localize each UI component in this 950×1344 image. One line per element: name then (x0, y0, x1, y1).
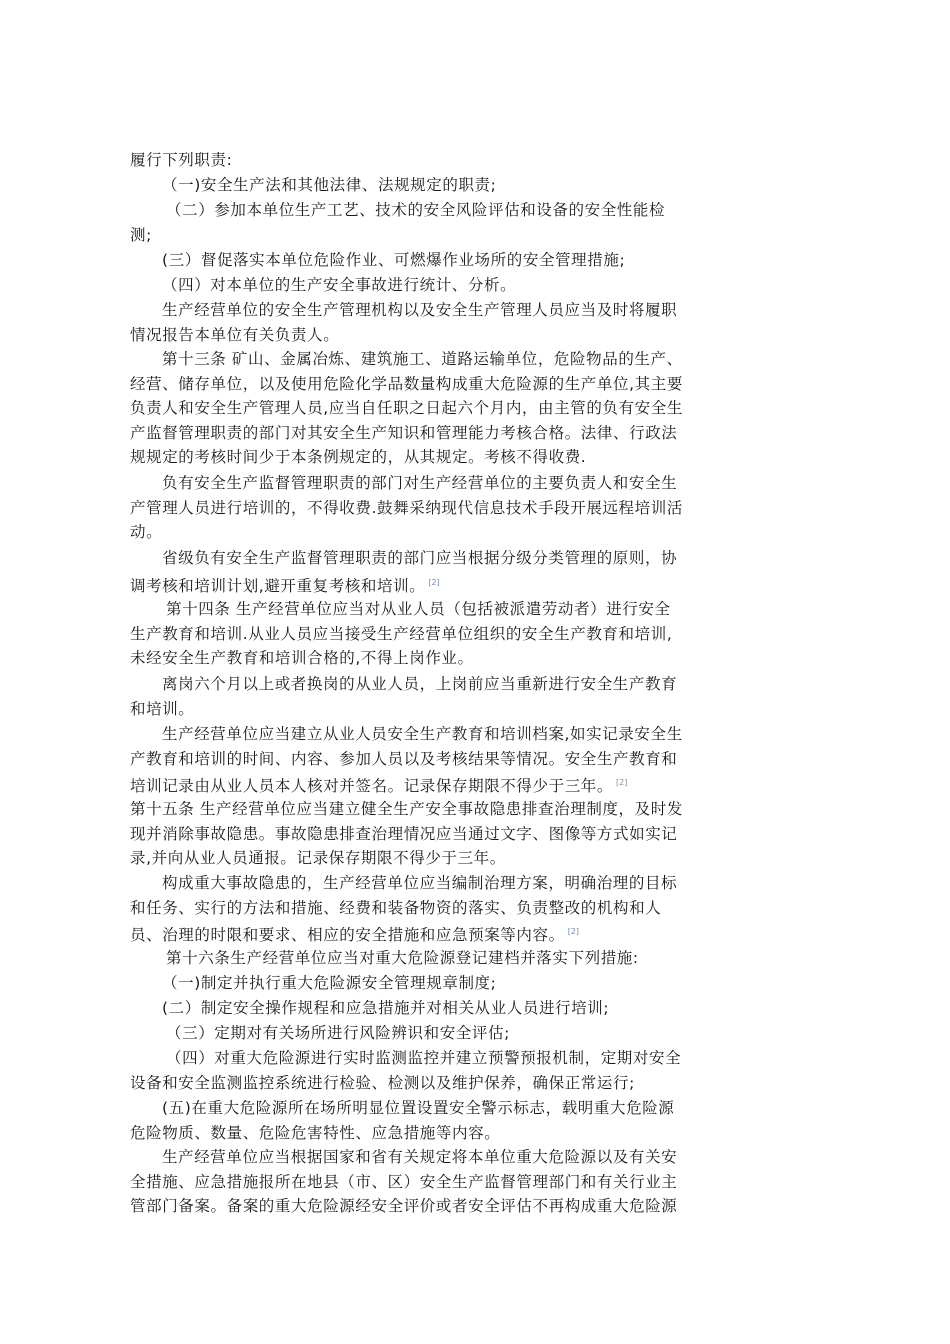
text-line (130, 396, 710, 421)
paragraph (130, 672, 710, 721)
paragraph (130, 871, 710, 948)
line-text: （一)安全生产法和其他法律、法规规定的职责; (162, 176, 497, 194)
text-line (130, 198, 710, 223)
text-line (130, 622, 710, 647)
text-line (130, 1121, 710, 1146)
line-text: 和培训。 (130, 699, 195, 718)
text-line (130, 971, 710, 996)
line-text: 离岗六个月以上或者换岗的从业人员，上岗前应当重新进行安全生产教育 (162, 675, 678, 693)
paragraph (130, 173, 710, 198)
text-line (130, 520, 710, 545)
line-text: 危险物质、数量、危险危害特性、应急措施等内容。 (130, 1123, 501, 1142)
line-text: （一)制定并执行重大危险源安全管理规章制度; (162, 974, 497, 992)
text-line (130, 571, 710, 599)
paragraph (130, 471, 710, 545)
paragraph (130, 546, 710, 598)
line-text: 构成重大事故隐患的，生产经营单位应当编制治理方案，明确治理的目标 (162, 874, 678, 892)
paragraph (130, 946, 710, 971)
line-text: 生产经营单位应当根据国家和省有关规定将本单位重大危险源以及有关安 (162, 1148, 678, 1166)
text-line (130, 646, 710, 671)
paragraph (130, 996, 710, 1021)
text-line (130, 248, 710, 273)
paragraph (130, 722, 710, 799)
footnote-ref-link[interactable]: [2] (567, 927, 580, 937)
line-text: 情况报告本单位有关负责人。 (130, 325, 340, 344)
line-text: 产监督管理职责的部门对其安全生产知识和管理能力考核合格。法律、行政法 (130, 423, 678, 442)
line-text: 生产经营单位应当建立从业人员安全生产教育和培训档案,如实记录安全生 (162, 725, 683, 743)
text-line (130, 1145, 710, 1170)
text-line (130, 1170, 710, 1195)
text-line (130, 896, 710, 921)
text-line (130, 1194, 710, 1219)
line-text: 第十五条 生产经营单位应当建立健全生产安全事故隐患排查治理制度，及时发 (130, 800, 683, 818)
paragraph (130, 797, 710, 871)
text-line (130, 771, 710, 799)
line-text: 第十四条 生产经营单位应当对从业人员（包括被派遣劳动者）进行安全 (166, 600, 671, 618)
text-line (130, 597, 710, 622)
line-text: 调考核和培训计划,避开重复考核和培训。 (130, 576, 426, 595)
line-text: 测; (130, 225, 152, 244)
line-text: 第十三条 矿山、金属冶炼、建筑施工、道路运输单位，危险物品的生产、 (162, 350, 683, 368)
paragraph (130, 298, 710, 347)
text-line (130, 797, 710, 822)
line-text: 第十六条生产经营单位应当对重大危险源登记建档并落实下列措施: (166, 949, 639, 967)
line-text: 规规定的考核时间少于本条例规定的，从其规定。考核不得收费. (130, 448, 587, 467)
line-text: 录,并向从业人员通报。记录保存期限不得少于三年。 (130, 849, 506, 868)
line-text: 经营、储存单位，以及使用危险化学品数量构成重大危险源的生产单位,其主要 (130, 374, 683, 393)
paragraph (130, 347, 710, 470)
line-text: （四）对本单位的生产安全事故进行统计、分析。 (162, 276, 517, 294)
text-line (130, 1096, 710, 1121)
paragraph (130, 1096, 710, 1145)
text-line (130, 173, 710, 198)
line-text: 全措施、应急措施报所在地县（市、区）安全生产监督管理部门和有关行业主 (130, 1172, 678, 1191)
line-text: 产教育和培训的时间、内容、参加人员以及考核结果等情况。安全生产教育和 (130, 749, 678, 768)
text-line (130, 920, 710, 948)
line-text: 负责人和安全生产管理人员,应当自任职之日起六个月内，由主管的负有安全生 (130, 399, 683, 418)
line-text: (五)在重大危险源所在场所明显位置设置安全警示标志，载明重大危险源 (162, 1099, 675, 1117)
text-line (130, 846, 710, 871)
line-text: 和任务、实行的方法和措施、经费和装备物资的落实、负责整改的机构和人 (130, 898, 662, 917)
text-line (130, 996, 710, 1021)
line-text: 生产经营单位的安全生产管理机构以及安全生产管理人员应当及时将履职 (162, 301, 678, 319)
text-line (130, 273, 710, 298)
text-line (130, 871, 710, 896)
text-line (130, 223, 710, 248)
text-line (130, 946, 710, 971)
text-line (130, 445, 710, 470)
paragraph (130, 148, 710, 173)
paragraph (130, 248, 710, 273)
text-line (130, 546, 710, 571)
line-text: 生产教育和培训.从业人员应当接受生产经营单位组织的安全生产教育和培训, (130, 624, 673, 643)
line-text: 省级负有安全生产监督管理职责的部门应当根据分级分类管理的原则，协 (162, 549, 678, 567)
paragraph (130, 597, 710, 671)
line-text: （三）定期对有关场所进行风险辨识和安全评估; (166, 1024, 510, 1042)
text-line (130, 697, 710, 722)
line-text: 员、治理的时限和要求、相应的安全措施和应急预案等内容。 (130, 926, 565, 945)
line-text: 培训记录由从业人员本人核对并签名。记录保存期限不得少于三年。 (130, 777, 614, 796)
text-line (130, 148, 710, 173)
text-line (130, 496, 710, 521)
paragraph (130, 1046, 710, 1095)
text-line (130, 747, 710, 772)
line-text: 未经安全生产教育和培训合格的,不得上岗作业。 (130, 649, 474, 668)
paragraph (130, 273, 710, 298)
line-text: （四）对重大危险源进行实时监测监控并建立预警预报机制，定期对安全 (166, 1049, 682, 1067)
text-line (130, 672, 710, 697)
text-line (130, 471, 710, 496)
line-text: 履行下列职责: (130, 151, 233, 169)
line-text: 产管理人员进行培训的，不得收费.鼓舞采纳现代信息技术手段开展远程培训活 (130, 498, 683, 517)
line-text: 现并消除事故隐患。事故隐患排查治理情况应当通过文字、图像等方式如实记 (130, 824, 678, 843)
paragraph (130, 971, 710, 996)
text-line (130, 1046, 710, 1071)
footnote-ref-link[interactable]: [2] (616, 778, 628, 788)
text-line (130, 1071, 710, 1096)
text-line (130, 323, 710, 348)
text-line (130, 372, 710, 397)
text-line (130, 1021, 710, 1046)
text-line (130, 347, 710, 372)
line-text: 负有安全生产监督管理职责的部门对生产经营单位的主要负责人和安全生 (162, 474, 678, 492)
paragraph (130, 198, 710, 247)
text-line (130, 298, 710, 323)
paragraph (130, 1145, 710, 1219)
text-line (130, 421, 710, 446)
footnote-ref-link[interactable]: [2] (428, 577, 440, 587)
line-text: （二）参加本单位生产工艺、技术的安全风险评估和设备的安全性能检 (166, 201, 666, 219)
text-line (130, 822, 710, 847)
line-text: 管部门备案。备案的重大危险源经安全评价或者安全评估不再构成重大危险源 (130, 1197, 678, 1216)
line-text: (二）制定安全操作规程和应急措施并对相关从业人员进行培训; (162, 999, 610, 1017)
line-text: 动。 (130, 523, 163, 542)
text-line (130, 722, 710, 747)
line-text: (三）督促落实本单位危险作业、可燃爆作业场所的安全管理措施; (162, 251, 626, 269)
line-text: 设备和安全监测监控系统进行检验、检测以及维护保养，确保正常运行; (130, 1073, 635, 1092)
paragraph (130, 1021, 710, 1046)
